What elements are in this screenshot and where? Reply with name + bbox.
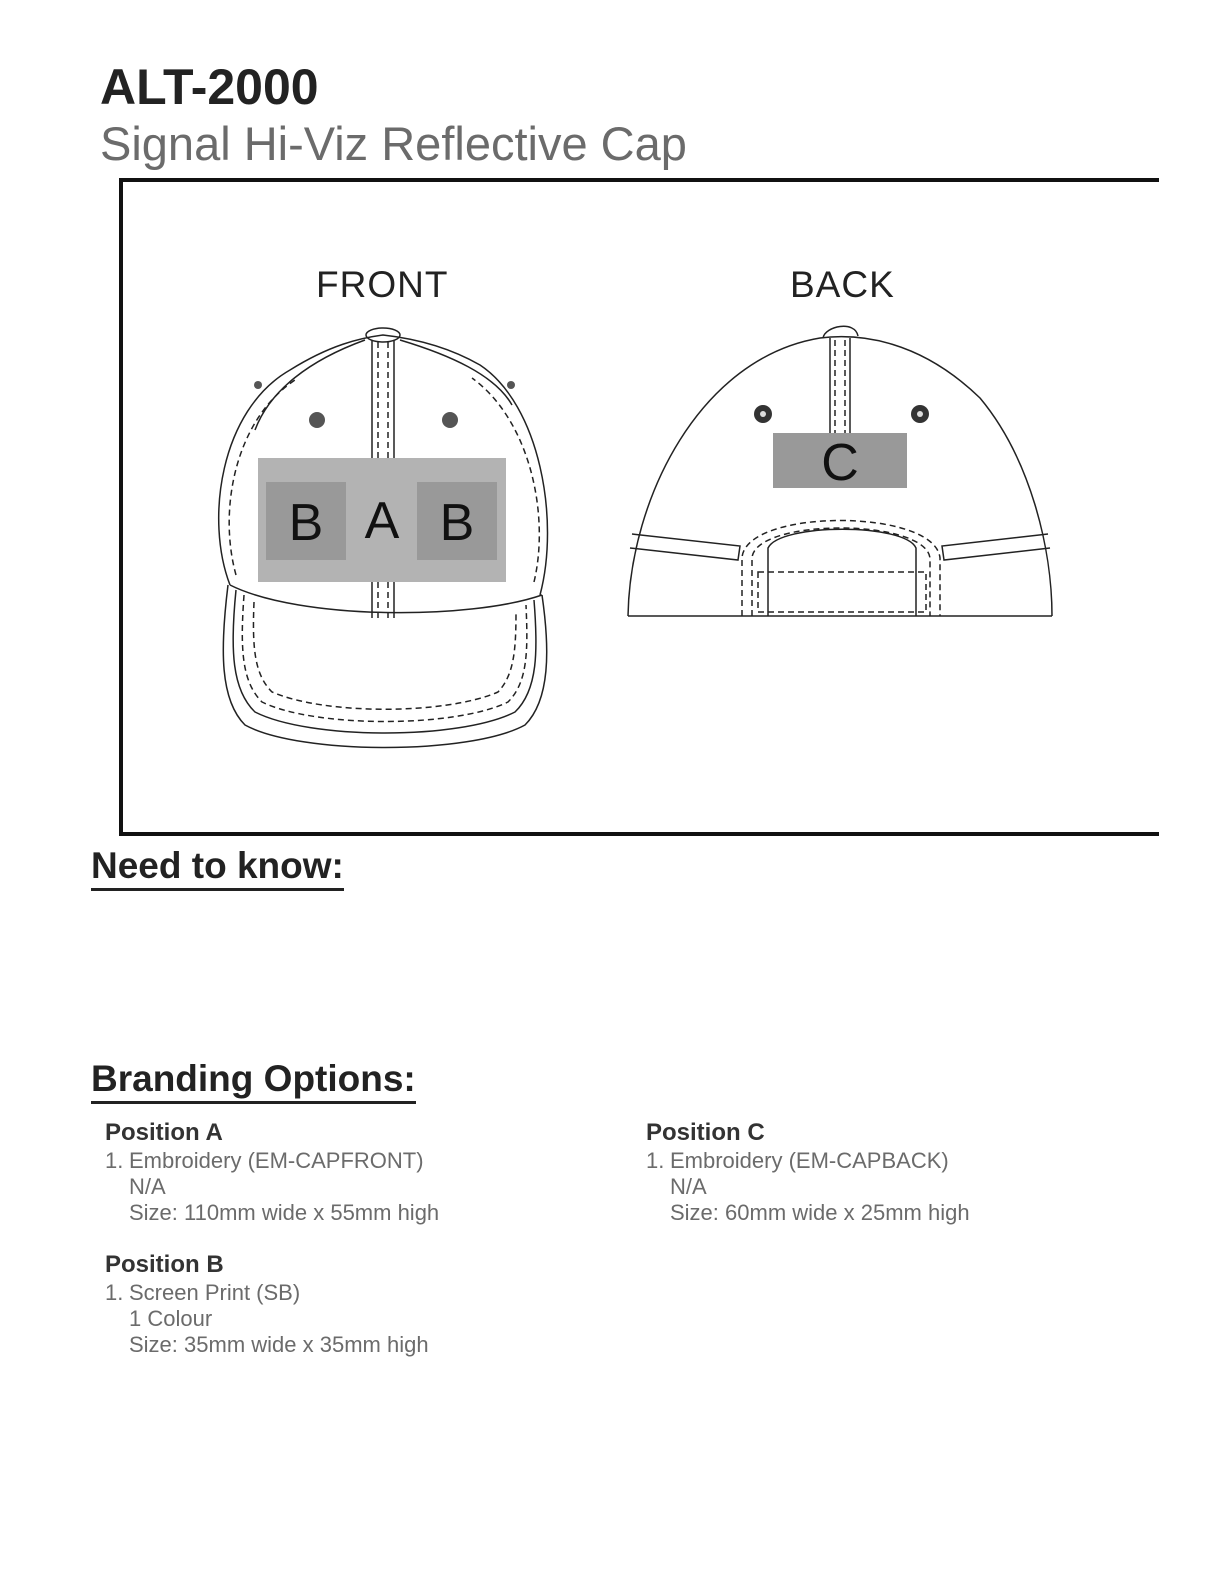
position-title: Position B — [105, 1251, 224, 1278]
need-to-know-heading: Need to know: — [91, 846, 344, 891]
back-cap-drawing — [620, 318, 1060, 623]
zone-b-right-letter: B — [439, 494, 475, 552]
position-method: 1. Embroidery (EM-CAPBACK) — [646, 1148, 949, 1173]
position-detail: 1 Colour — [129, 1306, 213, 1331]
back-strap — [758, 572, 926, 612]
zone-c-letter: C — [821, 434, 859, 492]
position-size: Size: 35mm wide x 35mm high — [129, 1332, 429, 1357]
back-view-label: BACK — [790, 264, 895, 305]
zone-b-left-letter: B — [288, 494, 324, 552]
position-a-block — [105, 1118, 439, 1226]
back-opening — [742, 521, 940, 617]
back-eyelets — [754, 405, 929, 423]
branding-options-heading: Branding Options: — [91, 1059, 416, 1104]
front-eyelets — [254, 381, 515, 428]
position-method: 1. Screen Print (SB) — [105, 1280, 301, 1305]
product-code: ALT-2000 — [100, 59, 319, 115]
front-brim — [223, 585, 546, 748]
position-b-block — [105, 1250, 429, 1358]
position-c-block — [646, 1118, 970, 1226]
position-detail: N/A — [670, 1174, 707, 1199]
position-title: Position C — [646, 1119, 765, 1146]
position-detail: N/A — [129, 1174, 166, 1199]
front-cap-drawing — [200, 320, 570, 760]
position-title: Position A — [105, 1119, 223, 1146]
product-name: Signal Hi-Viz Reflective Cap — [100, 117, 687, 170]
position-size: Size: 110mm wide x 55mm high — [129, 1200, 440, 1225]
position-size: Size: 60mm wide x 25mm high — [670, 1200, 970, 1225]
front-view-label: FRONT — [316, 264, 449, 305]
zone-a-letter: A — [364, 492, 400, 550]
position-method: 1. Embroidery (EM-CAPFRONT) — [105, 1148, 424, 1173]
